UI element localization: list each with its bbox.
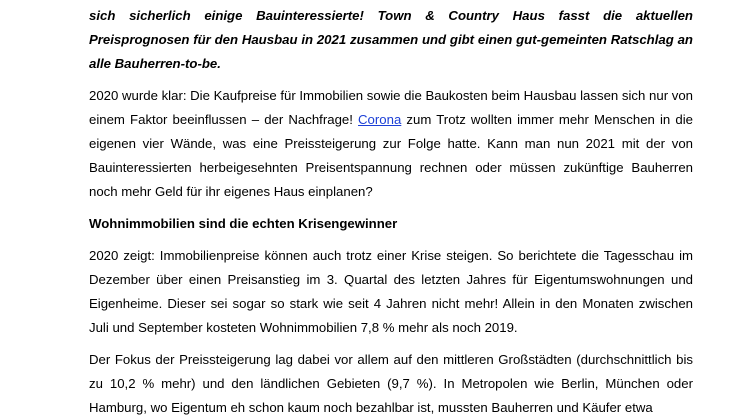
body-paragraph-3: Der Fokus der Preissteigerung lag dabei vor allem auf den mittleren Großstädten (durchschnittlich bis zu 10,2 % mehr) und den ländlichen Gebieten (9,7 %). In Metropolen wie Berlin, München oder Hamburg, wo Eigentum eh schon kaum noch bezahlbar ist, mussten Bauherren und Käufer etwa	[89, 352, 693, 415]
document-page	[89, 4, 693, 420]
body-paragraph-1	[89, 84, 693, 204]
corona-link[interactable]: Corona	[358, 112, 402, 127]
paragraph-1-text-after-link: zum Trotz wollten immer mehr Menschen in die eigenen vier Wände, was eine Preissteigerung zur Folge hatte. Kann man nun 2021 mit der von Bauinteressierten herbeigesehnten Preisentspannung rechnen oder müssen zukünftige Bauherren noch mehr Geld für ihr eigenes Haus einplanen?	[89, 112, 693, 199]
intro-paragraph: sich sicherlich einige Bauinteressierte! Town & Country Haus fasst die aktuellen Preisprognosen für den Hausbau in 2021 zusammen und gibt einen gut-gemeinten Ratschlag an alle Bauherren-to-be.	[89, 8, 693, 71]
paragraph-1-text-before-link: 2020 wurde klar: Die Kaufpreise für Immobilien sowie die Baukosten beim Hausbau lassen sich nur von einem Faktor beeinflussen – der Nachfrage!	[89, 88, 694, 127]
body-paragraph-2: 2020 zeigt: Immobilienpreise können auch trotz einer Krise steigen. So berichtete die Tagesschau im Dezember über einen Preisanstieg im 3. Quartal des letzten Jahres für Eigentumswohnungen und Eigenheime. Dieser sei sogar so stark wie seit 4 Jahren nicht mehr! Allein in den Monaten zwischen Juli und September kosteten Wohnimmobilien 7,8 % mehr als noch 2019.	[89, 248, 693, 335]
section-heading: Wohnimmobilien sind die echten Krisengewinner	[89, 216, 398, 231]
